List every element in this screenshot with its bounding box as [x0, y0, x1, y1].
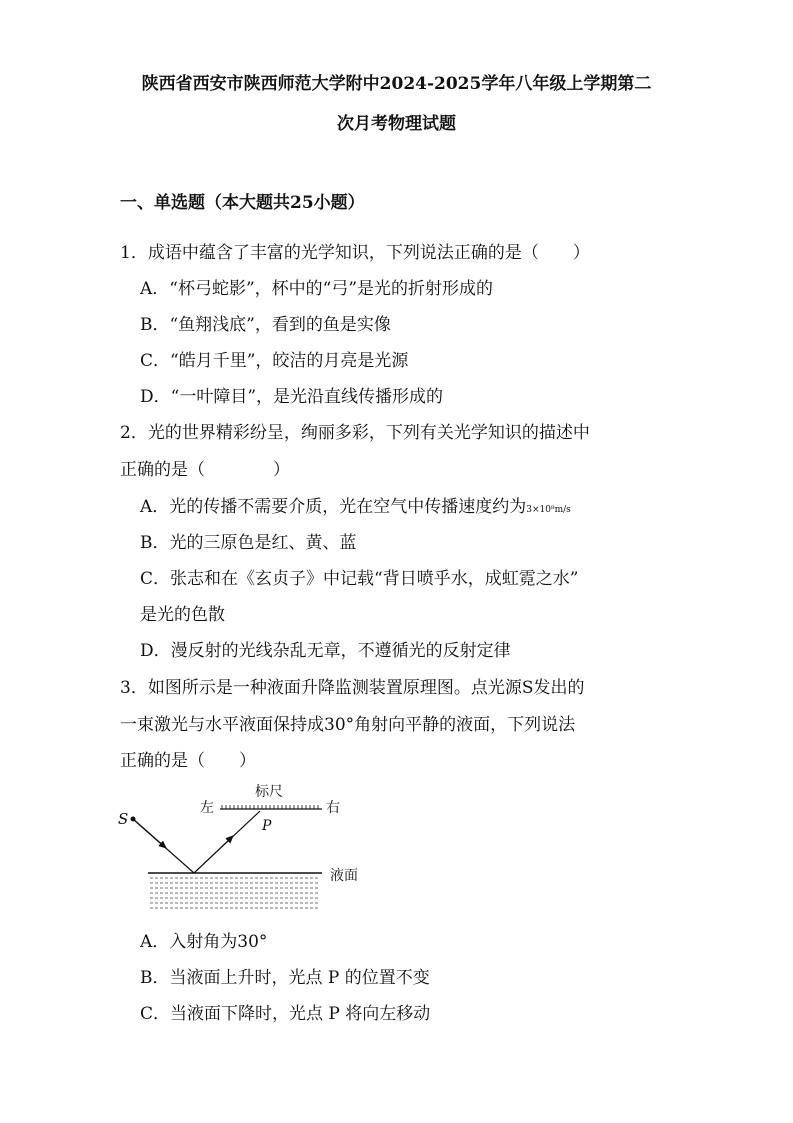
liquid-label: 液面 — [330, 868, 358, 884]
section-heading: 一、单选题（本大题共25小题） — [120, 193, 365, 213]
reflected-ray-arrow — [194, 836, 233, 873]
title-line-1: 陕西省西安市陕西师范大学附中2024-2025学年八年级上学期第二 — [141, 74, 652, 94]
q2-stem-line-2: 正确的是（ ） — [120, 460, 290, 480]
q1-option-c: C．“皓月千里”，皎洁的月亮是光源 — [140, 351, 409, 371]
q3-stem-line-1: 3．如图所示是一种液面升降监测装置原理图。点光源S发出的 — [120, 678, 585, 698]
q2-option-b: B．光的三原色是红、黄、蓝 — [140, 533, 357, 553]
q2-stem-line-1: 2．光的世界精彩纷呈，绚丽多彩，下列有关光学知识的描述中 — [120, 423, 590, 443]
q2-option-c-line-1: C．张志和在《玄贞子》中记载“背日喷乎水，成虹霓之水” — [140, 569, 579, 589]
q2-option-a-text: A．光的传播不需要介质，光在空气中传播速度约为 — [140, 497, 527, 517]
q1-option-b: B．“鱼翔浅底”，看到的鱼是实像 — [140, 315, 391, 335]
q1-option-a: A．“杯弓蛇影”，杯中的“弓”是光的折射形成的 — [140, 279, 494, 299]
q3-option-a: A．入射角为30° — [140, 932, 268, 952]
incident-ray-arrow — [133, 819, 166, 848]
liquid-level-diagram — [110, 772, 390, 917]
left-label: 左 — [200, 800, 214, 816]
q3-stem-line-3: 正确的是（ ） — [120, 751, 256, 771]
q3-stem-line-2: 一束激光与水平液面保持成30°角射向平静的液面，下列说法 — [120, 715, 576, 735]
document-title — [100, 64, 693, 144]
title-line-2: 次月考物理试题 — [337, 114, 456, 134]
light-source-label: S — [118, 810, 129, 828]
q3-option-c: C．当液面下降时，光点 P 将向左移动 — [140, 1004, 431, 1024]
q2-option-a-speed: 3×10⁸m/s — [526, 505, 571, 515]
right-label: 右 — [326, 800, 340, 816]
q1-option-d: D．“一叶障目”，是光沿直线传播形成的 — [140, 387, 444, 407]
q2-option-c-line-2: 是光的色散 — [140, 605, 225, 625]
q1-stem: 1．成语中蕴含了丰富的光学知识，下列说法正确的是（ ） — [120, 243, 590, 263]
q2-option-a — [140, 492, 571, 517]
q2-option-d: D．漫反射的光线杂乱无章，不遵循光的反射定律 — [140, 641, 511, 661]
liquid-body — [150, 878, 320, 908]
ruler-label: 标尺 — [255, 784, 283, 800]
point-p-label: P — [262, 818, 272, 834]
q3-option-b: B．当液面上升时，光点 P 的位置不变 — [140, 968, 430, 988]
